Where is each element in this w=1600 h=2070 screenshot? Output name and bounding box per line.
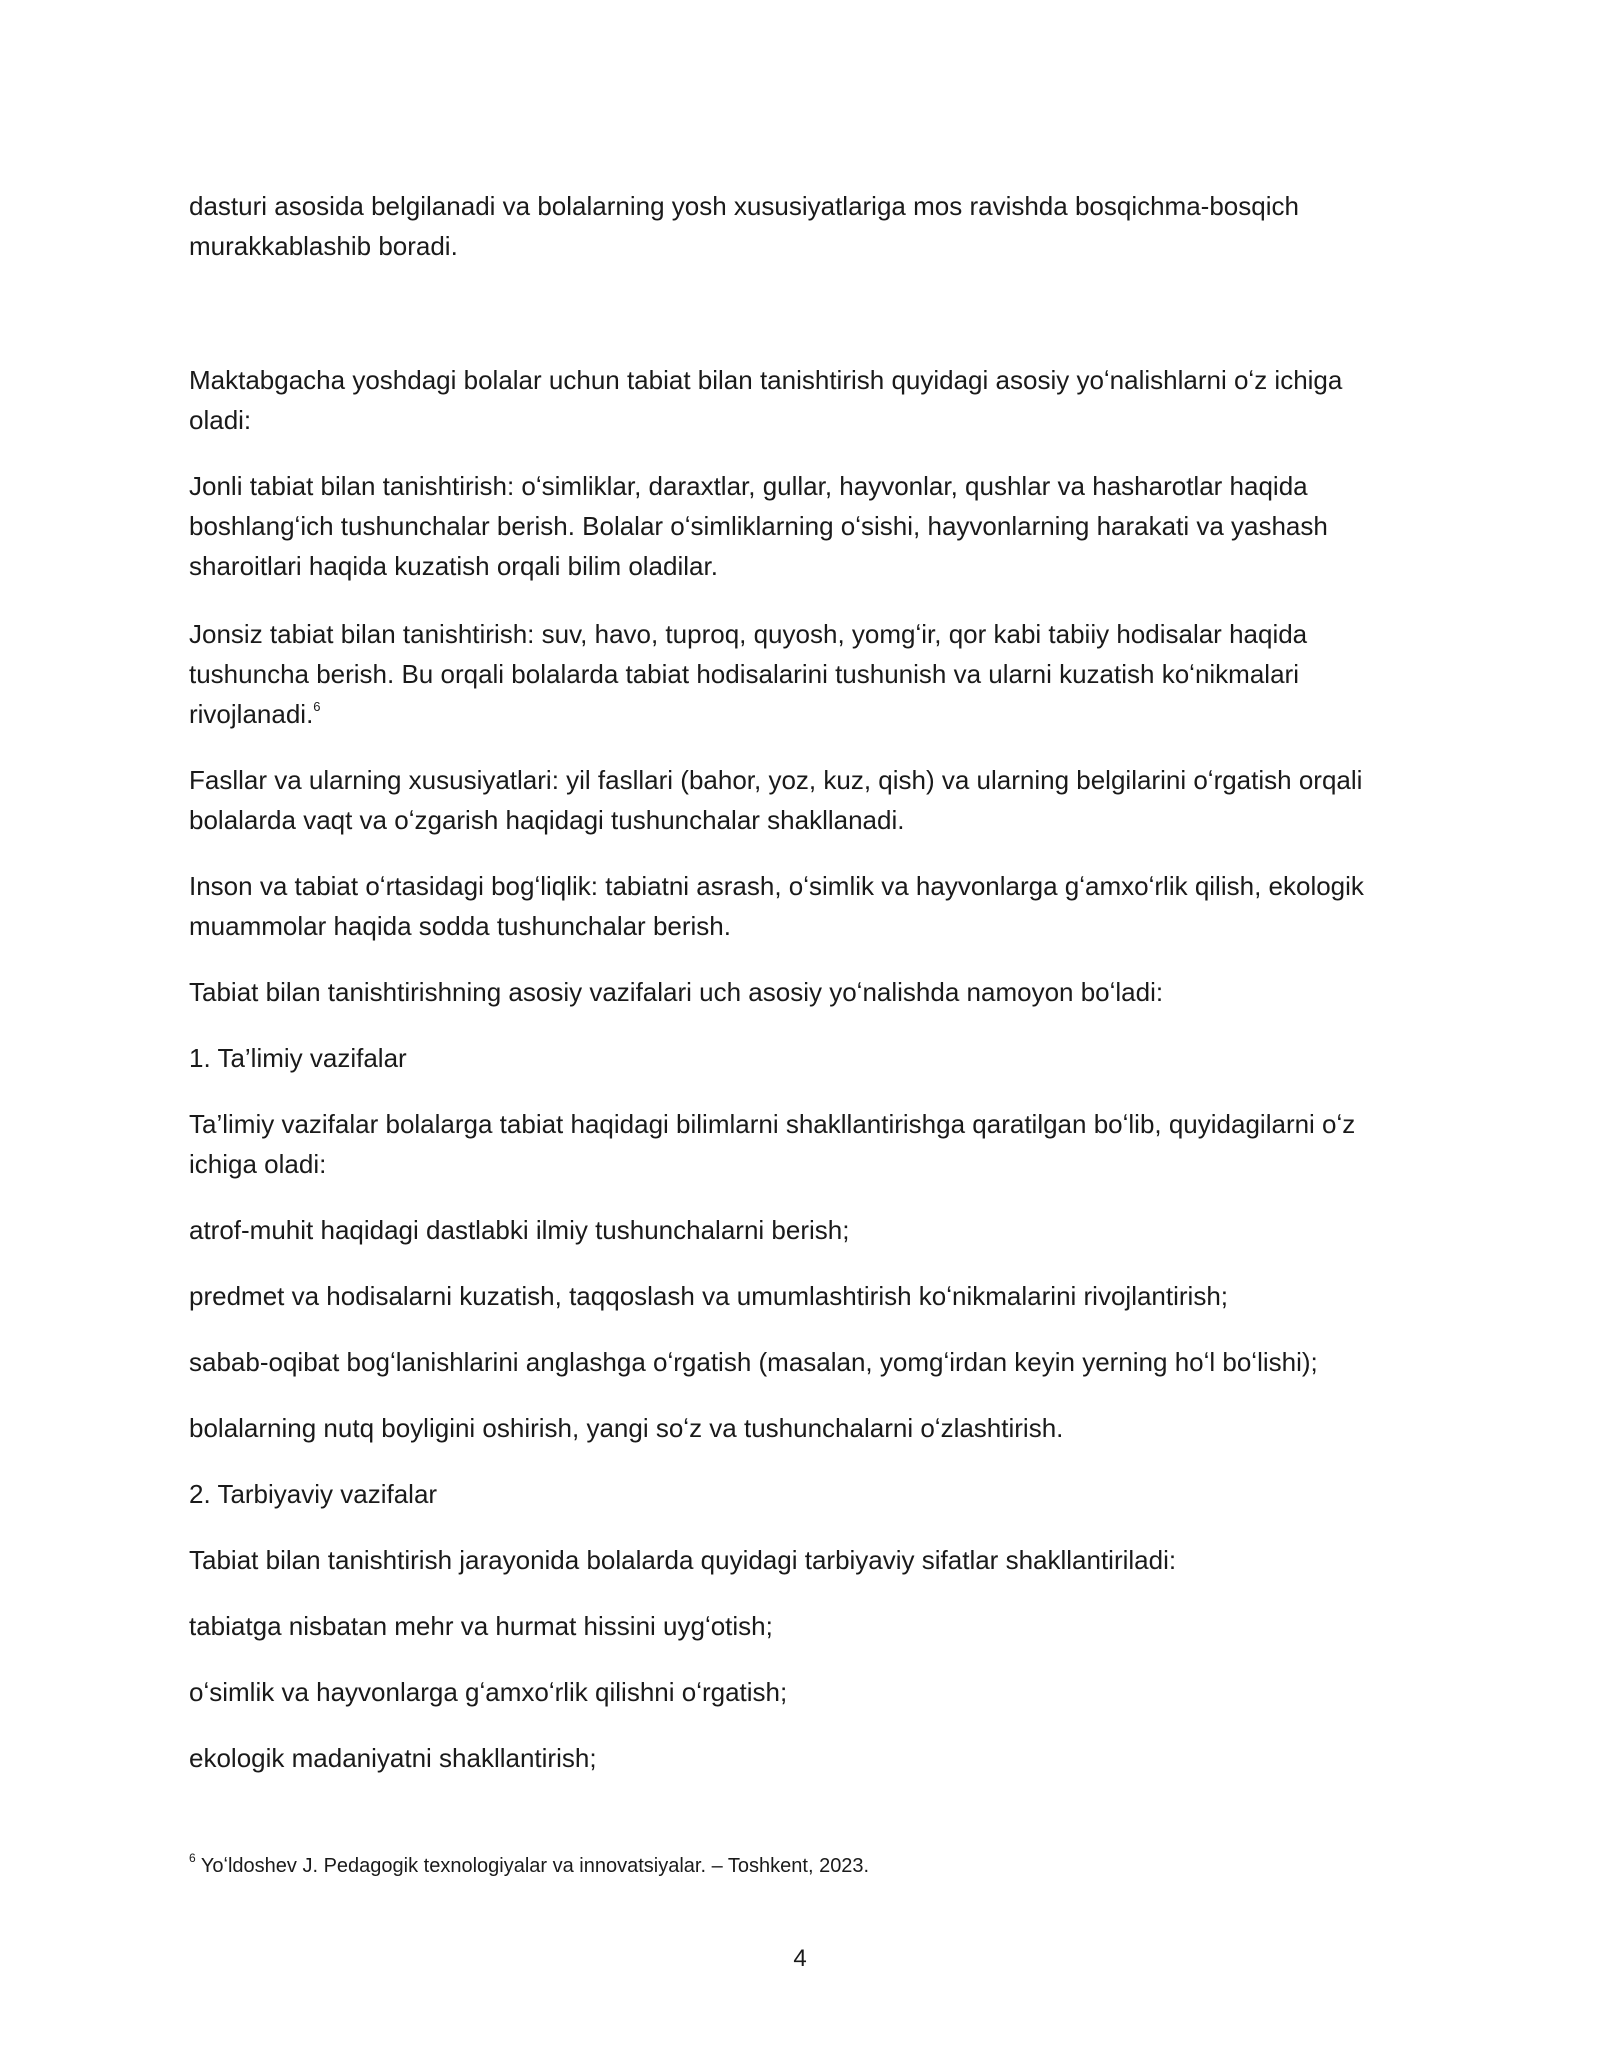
page-number: 4 bbox=[793, 1945, 807, 1972]
footnote-reference[interactable]: 6 bbox=[313, 699, 321, 715]
heading-upbringing-tasks: 2. Tarbiyaviy vazifalar bbox=[189, 1479, 438, 1509]
list-item: bolalarning nutq boyligini oshirish, yangi soʻz va tushunchalarni oʻzlashtirish. bbox=[189, 1413, 1064, 1443]
list-item: tabiatga nisbatan mehr va hurmat hissini uygʻotish; bbox=[189, 1611, 773, 1641]
list-item: sabab-oqibat bogʻlanishlarini anglashga oʻrgatish (masalan, yomgʻirdan keyin yerning hoʻl boʻlishi); bbox=[189, 1347, 1318, 1377]
footnote bbox=[189, 1852, 1409, 1880]
list-item: atrof-muhit haqidagi dastlabki ilmiy tushunchalarni berish; bbox=[189, 1215, 850, 1245]
footnote-marker: 6 bbox=[189, 1851, 196, 1866]
footnote-text: Yoʻldoshev J. Pedagogik texnologiyalar va innovatsiyalar. – Toshkent, 2023. bbox=[200, 1855, 870, 1877]
paragraph-living-nature: Jonli tabiat bilan tanishtirish: oʻsimliklar, daraxtlar, gullar, hayvonlar, qushlar va hasharotlar haqida boshlangʻich tushunchalar berish. Bolalar oʻsimliklarning oʻsishi, hayvonlarning harakati va yashash sharoitlari haqida kuzatish orqali bilim oladilar. bbox=[189, 471, 1328, 581]
paragraph-nonliving-nature bbox=[189, 614, 1409, 734]
paragraph-tasks-intro: Tabiat bilan tanishtirishning asosiy vazifalari uch asosiy yoʻnalishda namoyon boʻladi: bbox=[189, 977, 1164, 1007]
list-item: predmet va hodisalarni kuzatish, taqqoslash va umumlashtirish koʻnikmalarini rivojlantirish; bbox=[189, 1281, 1229, 1311]
list-item: ekologik madaniyatni shakllantirish; bbox=[189, 1743, 597, 1773]
paragraph-intro: Maktabgacha yoshdagi bolalar uchun tabiat bilan tanishtirish quyidagi asosiy yoʻnalishlarni oʻz ichiga oladi: bbox=[189, 365, 1343, 435]
heading-educational-tasks: 1. Ta’limiy vazifalar bbox=[189, 1043, 407, 1073]
paragraph-human-nature: Inson va tabiat oʻrtasidagi bogʻliqlik: tabiatni asrash, oʻsimlik va hayvonlarga gʻamxoʻrlik qilish, ekologik muammolar haqida sodda tushunchalar berish. bbox=[189, 871, 1364, 941]
paragraph-nonliving-nature-text: Jonsiz tabiat bilan tanishtirish: suv, havo, tuproq, quyosh, yomgʻir, qor kabi tabiiy hodisalar haqida tushuncha berish. Bu orqali bolalarda tabiat hodisalarini tushunish va ularni kuzatish koʻnikmalari rivojlanadi. bbox=[189, 619, 1308, 729]
paragraph-continuation: dasturi asosida belgilanadi va bolalarning yosh xususiyatlariga mos ravishda bosqichma-bosqich murakkablashib boradi. bbox=[189, 191, 1299, 261]
paragraph-educational-tasks: Ta’limiy vazifalar bolalarga tabiat haqidagi bilimlarni shakllantirishga qaratilgan boʻlib, quyidagilarni oʻz ichiga oladi: bbox=[189, 1109, 1356, 1179]
paragraph-seasons: Fasllar va ularning xususiyatlari: yil fasllari (bahor, yoz, kuz, qish) va ularning belgilarini oʻrgatish orqali bolalarda vaqt va oʻzgarish haqidagi tushunchalar shakllanadi. bbox=[189, 765, 1363, 835]
paragraph-upbringing-tasks: Tabiat bilan tanishtirish jarayonida bolalarda quyidagi tarbiyaviy sifatlar shakllantiriladi: bbox=[189, 1545, 1177, 1575]
list-item: oʻsimlik va hayvonlarga gʻamxoʻrlik qilishni oʻrgatish; bbox=[189, 1677, 788, 1707]
